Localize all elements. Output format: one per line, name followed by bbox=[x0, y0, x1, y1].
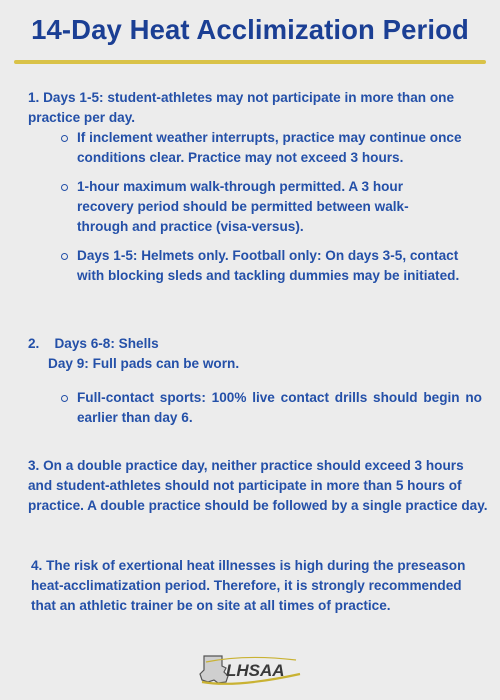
page-title: 14-Day Heat Acclimization Period bbox=[31, 14, 469, 45]
section-2-line-2: Day 9: Full pads can be worn. bbox=[48, 356, 240, 371]
section-2-bullet-1: Full-contact sports: 100% live contact drills should begin no earlier than day 6. bbox=[77, 390, 482, 426]
lhsaa-logo bbox=[196, 652, 306, 688]
section-3-text: 3. On a double practice day, neither practice should exceed 3 hours and student-athletes should not participate in more than 5 hours of practice. A double practice should be followed by a single practice day. bbox=[28, 458, 488, 514]
section-1-text: 1. Days 1-5: student-athletes may not participate in more than one practice per day. bbox=[28, 90, 455, 126]
bullet-circle-icon bbox=[61, 184, 68, 191]
section-1-bullet-2: 1-hour maximum walk-through permitted. A 3 hour recovery period should be permitted between walk-through and practice (visa-versus). bbox=[77, 179, 409, 235]
bullet-circle-icon bbox=[61, 253, 68, 260]
title-divider bbox=[14, 60, 486, 64]
bullet-circle-icon bbox=[61, 135, 68, 142]
logo-text: LHSAA bbox=[226, 661, 285, 680]
section-1-bullet-1: If inclement weather interrupts, practice may continue once conditions clear. Practice may not exceed 3 hours. bbox=[77, 130, 462, 166]
section-2-line-1: 2. Days 6-8: Shells bbox=[28, 336, 159, 351]
section-4-text: 4. The risk of exertional heat illnesses is high during the preseason heat-acclimatization period. Therefore, it is strongly recommended that an athletic trainer be on site at all times of practice. bbox=[31, 558, 466, 614]
bullet-circle-icon bbox=[61, 395, 68, 402]
section-1-bullet-3: Days 1-5: Helmets only. Football only: On days 3-5, contact with blocking sleds and tackling dummies may be initiated. bbox=[77, 248, 460, 284]
